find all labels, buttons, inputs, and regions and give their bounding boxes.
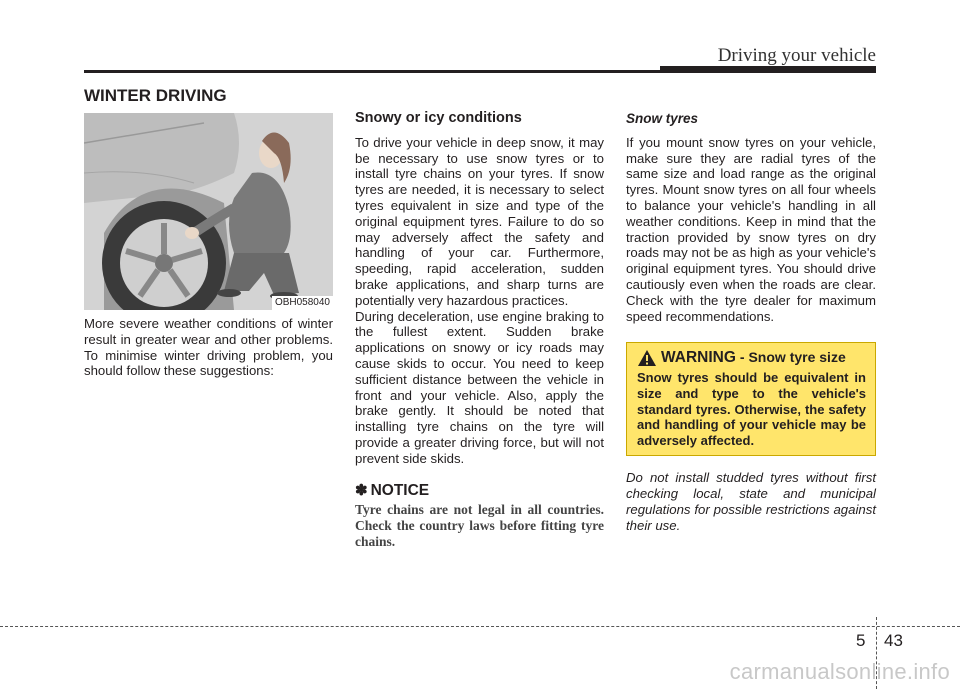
warning-triangle-icon bbox=[637, 349, 657, 367]
intro-paragraph: More severe weather conditions of winter result in greater wear and other problems. To minimise winter driving problem, you should follow these suggestions: bbox=[84, 316, 333, 379]
section-title: WINTER DRIVING bbox=[84, 86, 227, 105]
notice-heading bbox=[355, 483, 604, 499]
warning-box bbox=[626, 342, 876, 456]
page-number: 43 bbox=[884, 631, 903, 650]
snowy-paragraph-1: To drive your vehicle in deep snow, it may be necessary to use snow tyres or to install tyre chains on your tyres. If snow tyres are needed, it is necessary to select tyres equivalent in size and type of the original equipment tyres. Failure to do so may adversely affect the safety and handling of your car. Furthermore, speeding, rapid acceleration, sudden brake applications, and sharp turns are potentially very hazardous practices. bbox=[355, 134, 604, 308]
figure-woman-checking-tyre bbox=[84, 113, 333, 310]
header-rule-accent bbox=[660, 66, 876, 73]
snow-tyres-paragraph: If you mount snow tyres on your vehicle, make sure they are radial tyres of the same size and load range as the original tyres. Mount snow tyres on all four wheels to balance your vehicle's handling in all weather conditions. Keep in mind that the traction provided by snow tyres on dry roads may not be as high as your vehicle's original equipment tyres. You should drive cautiously even when the roads are clear. Check with the tyre dealer for maximum speed recommendations. bbox=[626, 134, 876, 324]
notice-title: NOTICE bbox=[370, 481, 430, 499]
figure-code: OBH058040 bbox=[272, 296, 333, 310]
studded-tyres-paragraph: Do not install studded tyres without first checking local, state and municipal regulations for possible restrictions against their use. bbox=[626, 470, 876, 533]
warning-heading bbox=[637, 349, 866, 367]
notice-star-icon: ✽ bbox=[355, 481, 368, 499]
warning-label: WARNING bbox=[661, 349, 736, 367]
warning-subtitle: - Snow tyre size bbox=[739, 349, 846, 366]
snow-tyres-title: Snow tyres bbox=[626, 111, 699, 126]
header-title: Driving your vehicle bbox=[717, 45, 876, 66]
snowy-conditions-title: Snowy or icy conditions bbox=[355, 110, 522, 126]
warning-text: Snow tyres should be equivalent in size and type to the vehicle's standard tyres. Otherwise, the safety and handling of your vehicle may be adversely affected. bbox=[637, 370, 866, 448]
notice-text: Tyre chains are not legal in all countries. Check the country laws before fitting tyre chains. bbox=[355, 502, 604, 550]
illustration bbox=[84, 113, 333, 310]
footer-rule bbox=[0, 626, 960, 627]
column-middle bbox=[355, 111, 604, 550]
snowy-paragraph-2: During deceleration, use engine braking to the fullest extent. Sudden brake applications on snowy or icy roads may cause skids to occur. You need to keep sufficient distance between the vehicle in front and your vehicle. Also, apply the brake gently. It should be noted that installing tyre chains on the tyre will provide a greater driving force, but will not prevent side skids. bbox=[355, 308, 604, 466]
watermark: carmanualsonline.info bbox=[729, 659, 950, 684]
chapter-number: 5 bbox=[856, 631, 866, 650]
column-left bbox=[84, 113, 333, 379]
column-right bbox=[626, 111, 876, 534]
